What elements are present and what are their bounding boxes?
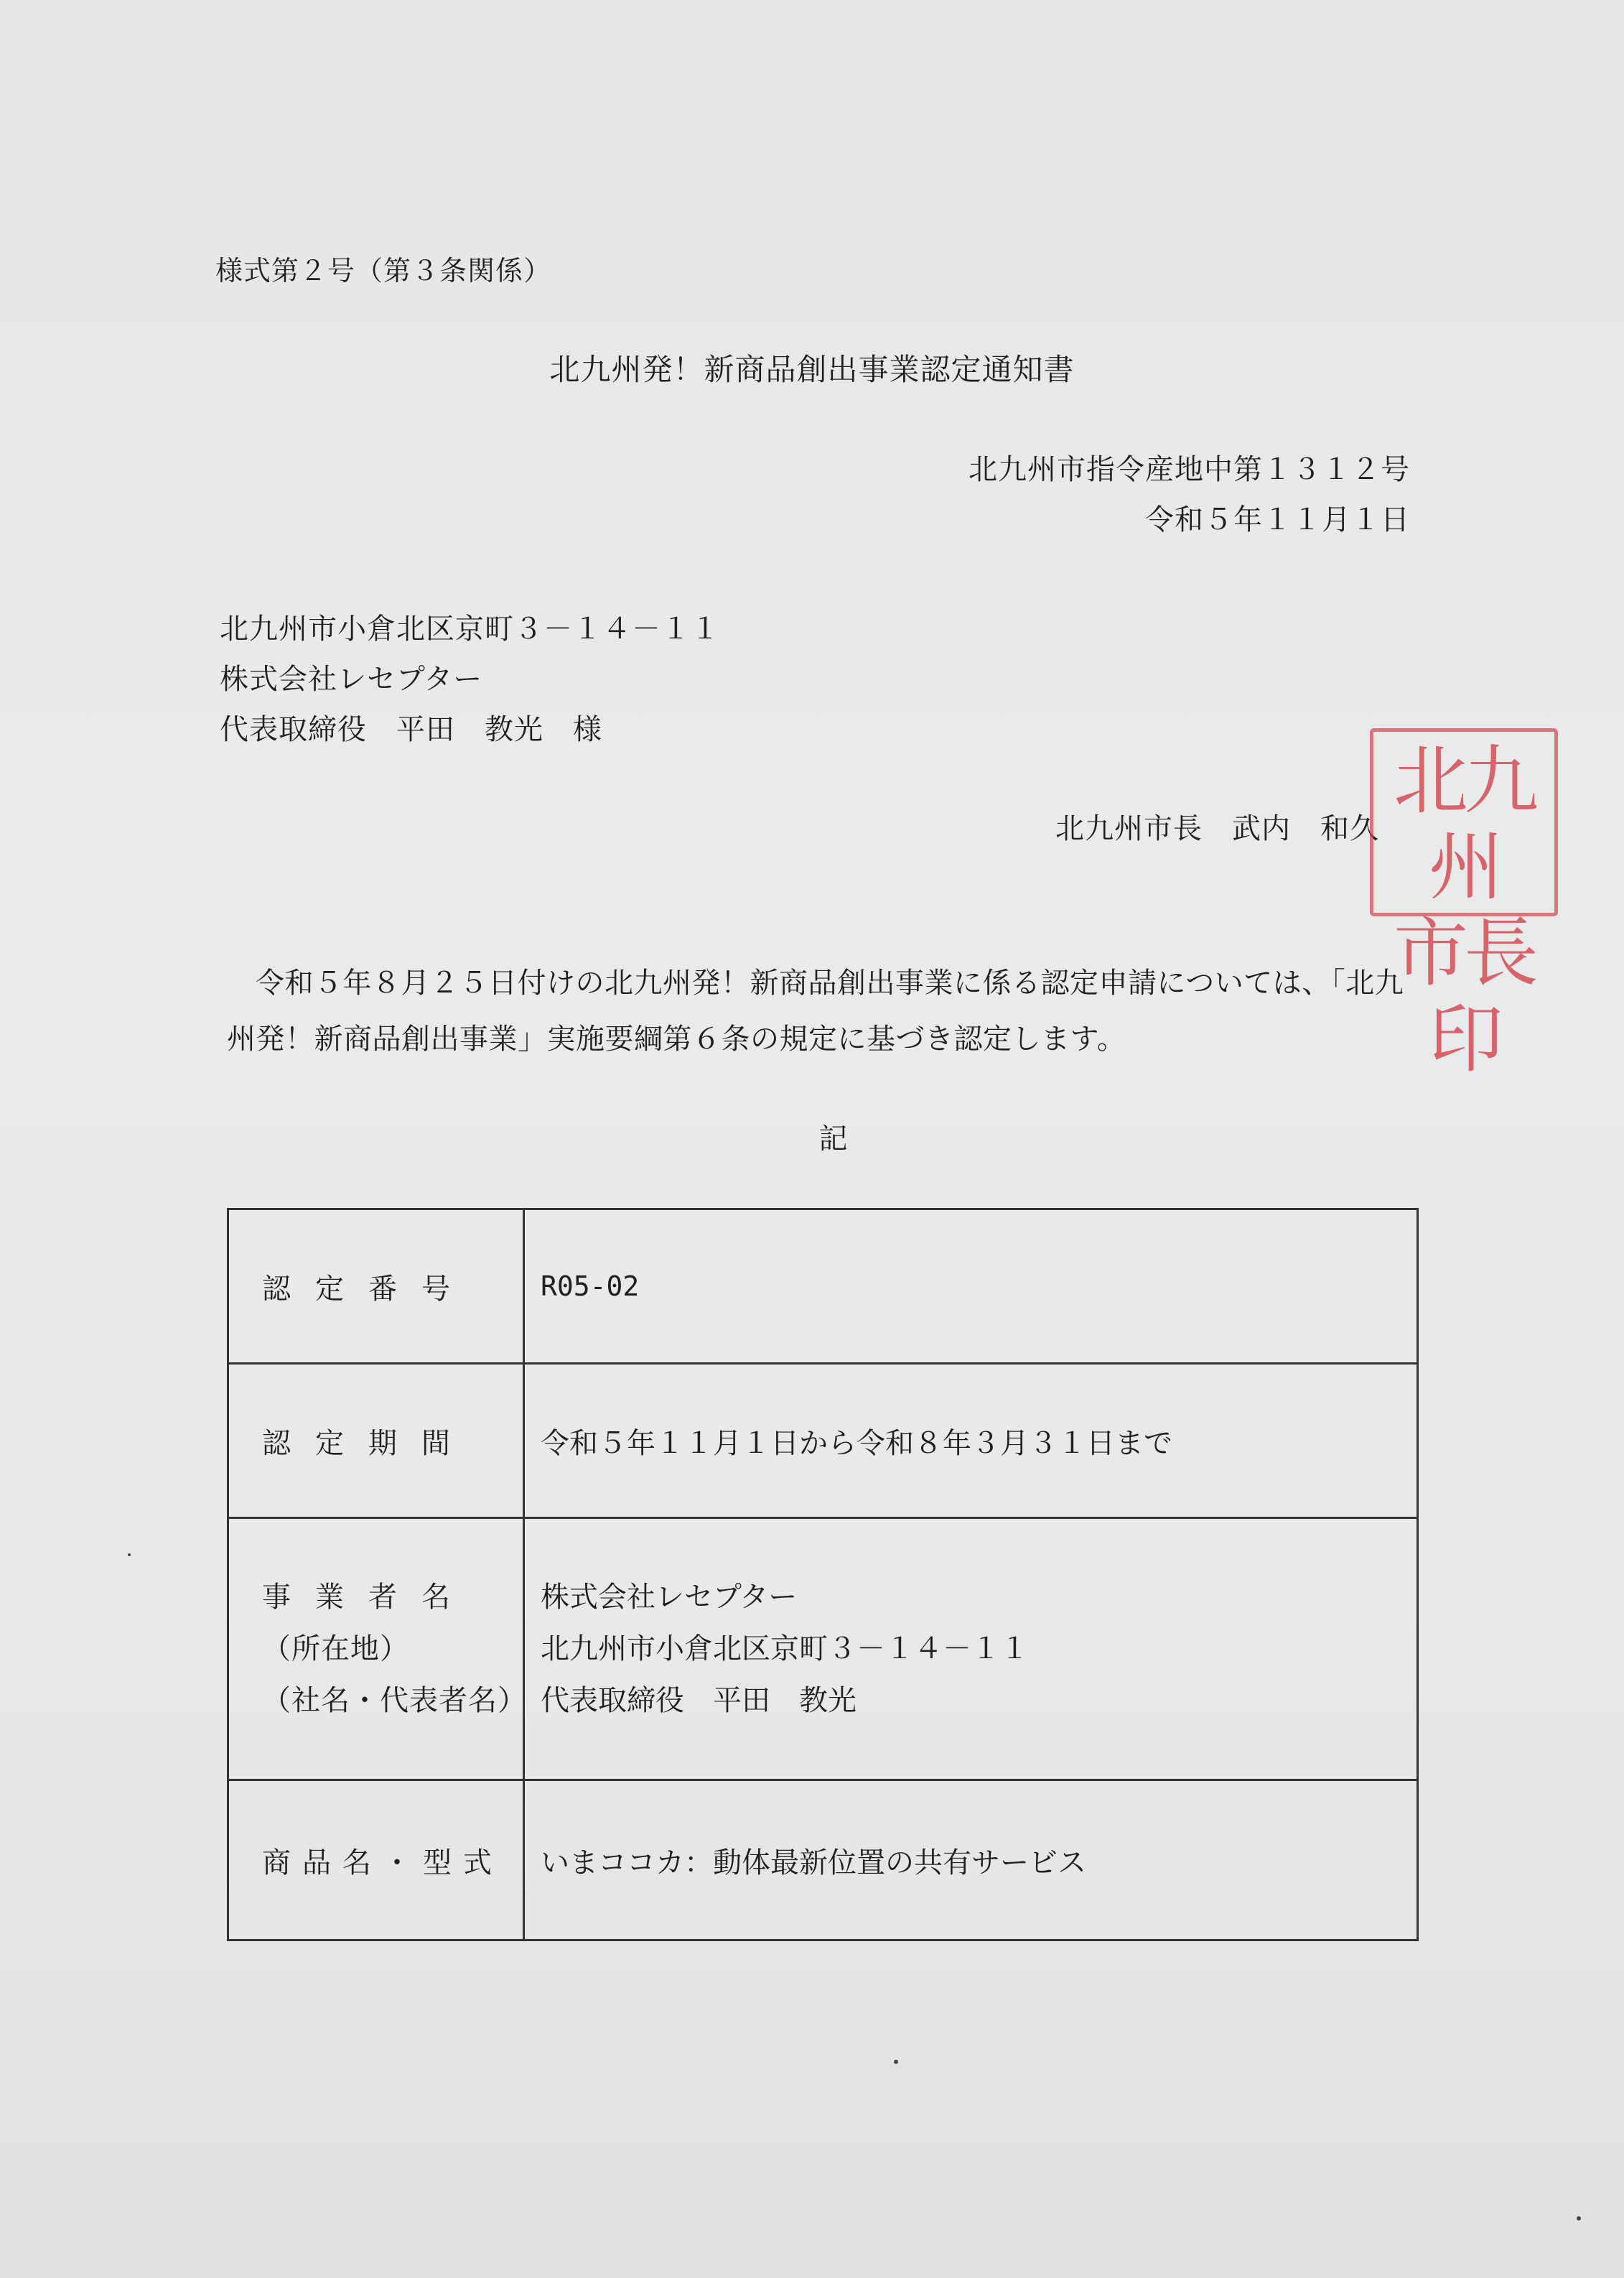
period-label: 認定期間 (262, 1426, 475, 1460)
paper-speck (1577, 2216, 1581, 2221)
certification-number-label-cell (228, 1209, 524, 1364)
official-seal-stamp (1370, 728, 1558, 1083)
business-value-representative: 代表取締役 平田 教光 (541, 1684, 857, 1717)
form-label: 様式第２号（第３条関係） (215, 255, 552, 287)
ki-heading: 記 (818, 1122, 849, 1156)
recipient-representative: 代表取締役 平田 教光 様 (220, 713, 602, 746)
certification-number-label: 認定番号 (262, 1272, 475, 1306)
product-value-cell (524, 1780, 1418, 1940)
period-value: 令和５年１１月１日から令和８年３月３１日まで (541, 1426, 1172, 1460)
table-row (228, 1518, 1418, 1780)
business-value-company: 株式会社レセプター (541, 1581, 798, 1614)
certification-number-value-cell (524, 1209, 1418, 1364)
body-paragraph: 令和５年８月２５日付けの北九州発！新商品創出事業に係る認定申請については、「北九州発！新商品創出事業」実施要綱第６条の規定に基づき認定します。 (227, 967, 1404, 1056)
product-label: 商品名・型式 (262, 1846, 503, 1879)
paper-speck (128, 1553, 131, 1556)
business-value-cell (524, 1518, 1418, 1780)
business-label: 事業者名 (262, 1581, 475, 1614)
product-value: いまココカ：動体最新位置の共有サービス (541, 1846, 1086, 1879)
recipient-company: 株式会社レセプター (220, 663, 483, 696)
certification-number-value: R05-02 (541, 1270, 640, 1302)
table-row (228, 1780, 1418, 1940)
product-label-cell (228, 1780, 524, 1940)
period-label-cell (228, 1364, 524, 1518)
seal-text-line-1: 北九州 (1393, 737, 1534, 911)
sender-name: 北九州市長 武内 和久 (1055, 812, 1379, 845)
certification-table (227, 1208, 1419, 1941)
business-value-address: 北九州市小倉北区京町３－１４－１１ (541, 1632, 1029, 1665)
recipient-address: 北九州市小倉北区京町３－１４－１１ (220, 613, 720, 646)
document-number: 北九州市指令産地中第１３１２号 (969, 453, 1410, 486)
business-sublabel-company: （社名・代表者名） (262, 1684, 527, 1717)
document-title: 北九州発！新商品創出事業認定通知書 (549, 352, 1075, 387)
seal-text-line-2: 市長印 (1393, 909, 1534, 1083)
table-row (228, 1209, 1418, 1364)
period-value-cell (524, 1364, 1418, 1518)
paper-speck (894, 2060, 898, 2064)
document-date: 令和５年１１月１日 (1145, 503, 1410, 536)
business-sublabel-location: （所在地） (262, 1632, 409, 1665)
business-label-cell (228, 1518, 527, 1780)
table-row (228, 1364, 1418, 1518)
